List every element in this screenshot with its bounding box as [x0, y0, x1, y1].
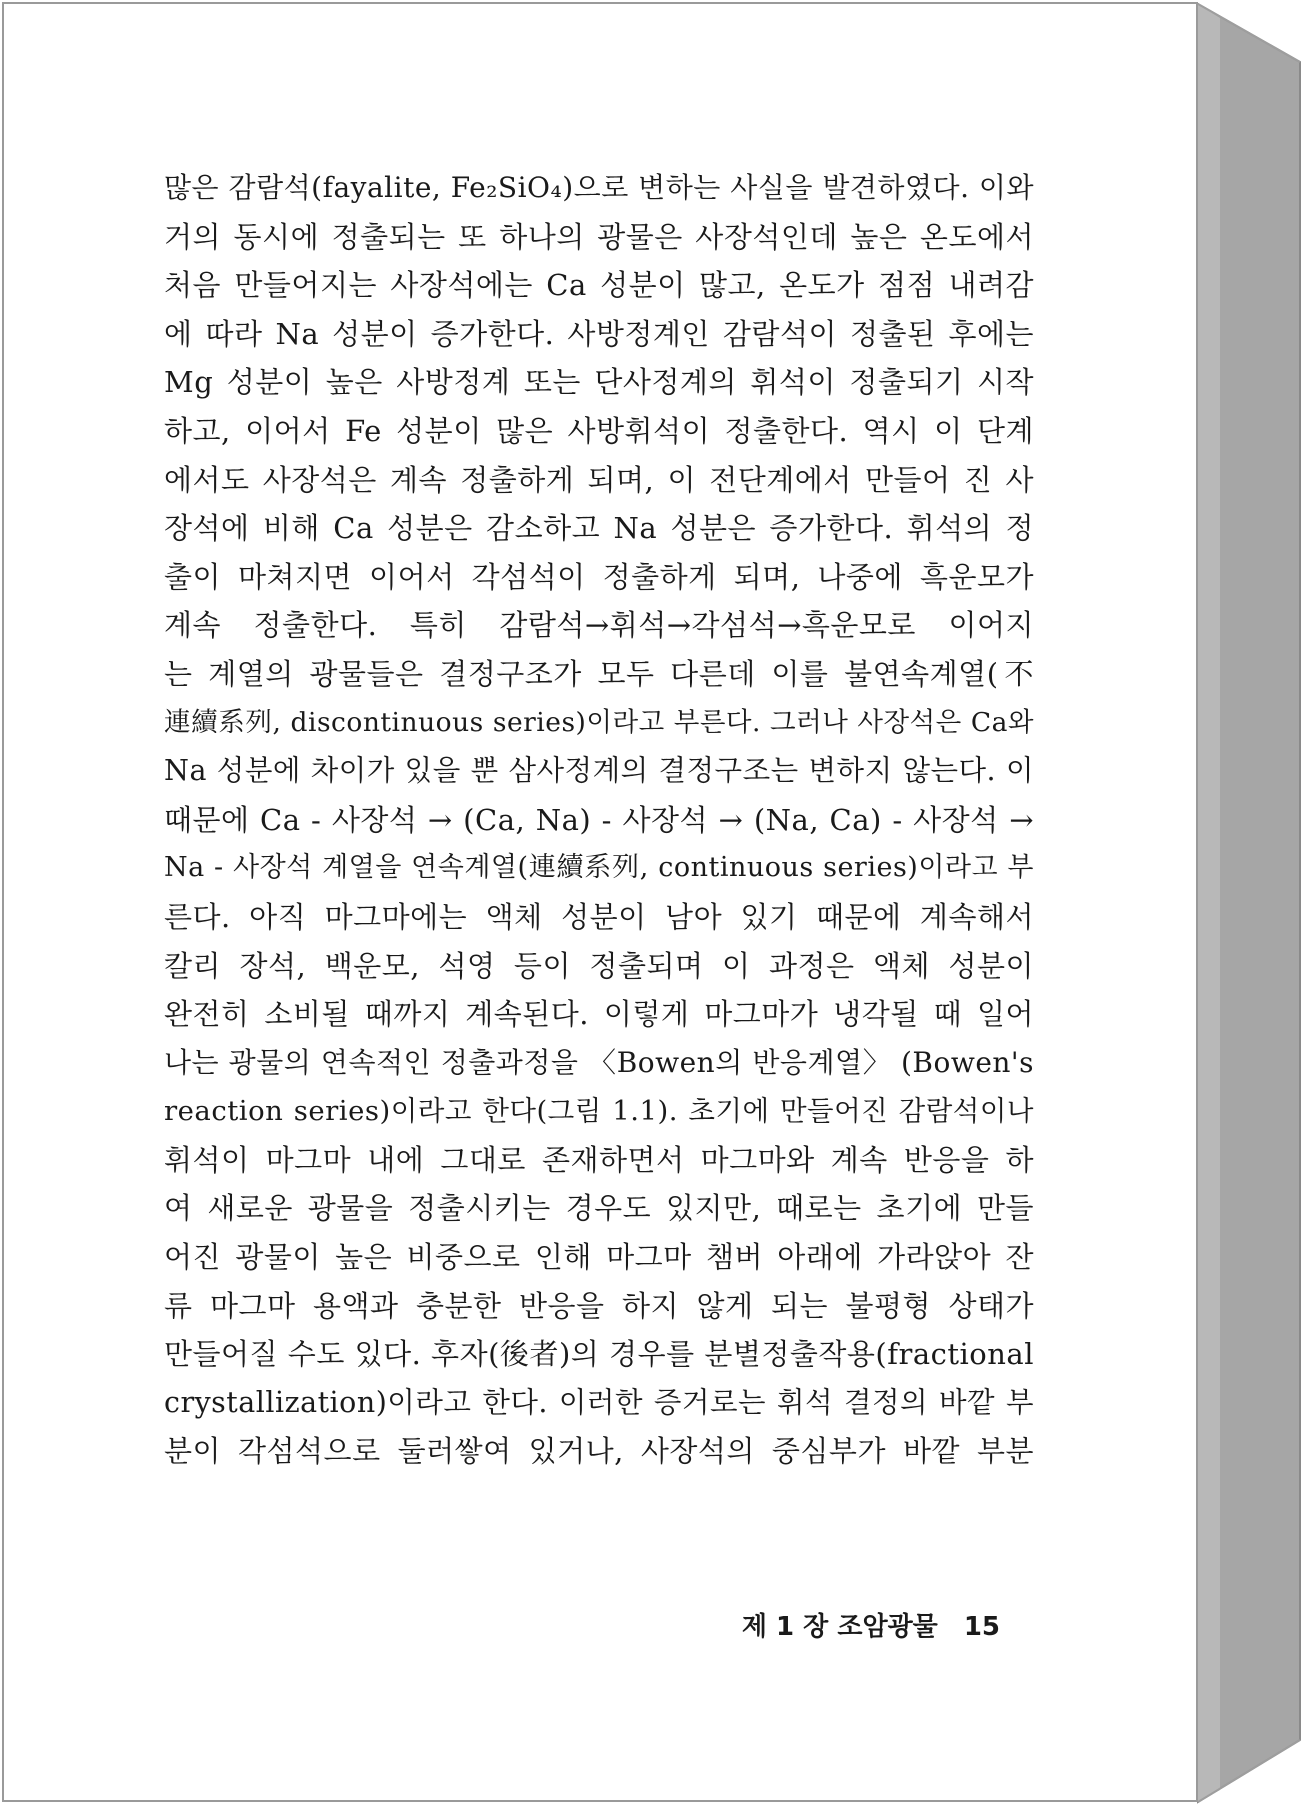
text-line: 거의 동시에 정출되는 또 하나의 광물은 사장석인데 높은 온도에서	[164, 219, 1034, 254]
book-side-highlight	[1198, 4, 1220, 1802]
chapter-label: 제 1 장 조암광물	[741, 1612, 938, 1642]
page-number: 15	[963, 1612, 1000, 1642]
text-line: 칼리 장석, 백운모, 석영 등이 정출되며 이 과정은 액체 성분이	[164, 948, 1034, 983]
text-line: 처음 만들어지는 사장석에는 Ca 성분이 많고, 온도가 점점 내려감	[164, 268, 1034, 303]
text-line: 에 따라 Na 성분이 증가한다. 사방정계인 감람석이 정출된 후에는	[164, 316, 1034, 351]
text-line: Na - 사장석 계열을 연속계열(連續系列, continuous series)이라고 부	[164, 852, 1034, 884]
text-line: 는 계열의 광물들은 결정구조가 모두 다른데 이를 불연속계열(不	[164, 656, 1034, 691]
text-line: 른다. 아직 마그마에는 액체 성분이 남아 있기 때문에 계속해서	[164, 899, 1034, 934]
text-line: reaction series)이라고 한다(그림 1.1). 초기에 만들어진 감람석이나	[164, 1095, 1034, 1128]
text-line: 많은 감람석(fayalite, Fe₂SiO₄)으로 변하는 사실을 발견하였다. 이와	[164, 171, 1034, 204]
text-line: 계속 정출한다. 특히 감람석→휘석→각섬석→흑운모로 이어지	[164, 608, 1034, 643]
text-line: 여 새로운 광물을 정출시키는 경우도 있지만, 때로는 초기에 만들	[164, 1191, 1034, 1226]
text-line: Na 성분에 차이가 있을 뿐 삼사정계의 결정구조는 변하지 않는다. 이	[164, 754, 1034, 788]
text-line: 어진 광물이 높은 비중으로 인해 마그마 챔버 아래에 가라앉아 잔	[164, 1240, 1034, 1275]
text-line: Mg 성분이 높은 사방정계 또는 단사정계의 휘석이 정출되기 시작	[164, 365, 1034, 400]
text-line: 만들어질 수도 있다. 후자(後者)의 경우를 분별정출작용(fractional	[164, 1337, 1034, 1372]
text-line: crystallization)이라고 한다. 이러한 증거로는 휘석 결정의 바깥 부	[164, 1385, 1034, 1419]
text-line: 장석에 비해 Ca 성분은 감소하고 Na 성분은 증가한다. 휘석의 정	[164, 511, 1034, 546]
text-line: 출이 마쳐지면 이어서 각섬석이 정출하게 되며, 나중에 흑운모가	[164, 559, 1034, 594]
text-line: 휘석이 마그마 내에 그대로 존재하면서 마그마와 계속 반응을 하	[164, 1142, 1034, 1177]
text-line: 에서도 사장석은 계속 정출하게 되며, 이 전단계에서 만들어 진 사	[164, 462, 1034, 497]
text-line: 분이 각섬석으로 둘러쌓여 있거나, 사장석의 중심부가 바깥 부분	[164, 1434, 1034, 1469]
text-line: 류 마그마 용액과 충분한 반응을 하지 않게 되는 불평형 상태가	[164, 1288, 1034, 1323]
body-text	[164, 164, 1034, 1476]
text-line: 때문에 Ca - 사장석 → (Ca, Na) - 사장석 → (Na, Ca) - 사장석 →	[164, 802, 1034, 837]
text-line: 완전히 소비될 때까지 계속된다. 이렇게 마그마가 냉각될 때 일어	[164, 997, 1034, 1032]
page-footer	[700, 1606, 1000, 1643]
text-line: 連續系列, discontinuous series)이라고 부른다. 그러나 사장석은 Ca와	[164, 706, 1034, 738]
text-line: 하고, 이어서 Fe 성분이 많은 사방휘석이 정출한다. 역시 이 단계	[164, 413, 1034, 448]
text-line: 나는 광물의 연속적인 정출과정을 〈Bowen의 반응계열〉 (Bowen's	[164, 1045, 1034, 1079]
